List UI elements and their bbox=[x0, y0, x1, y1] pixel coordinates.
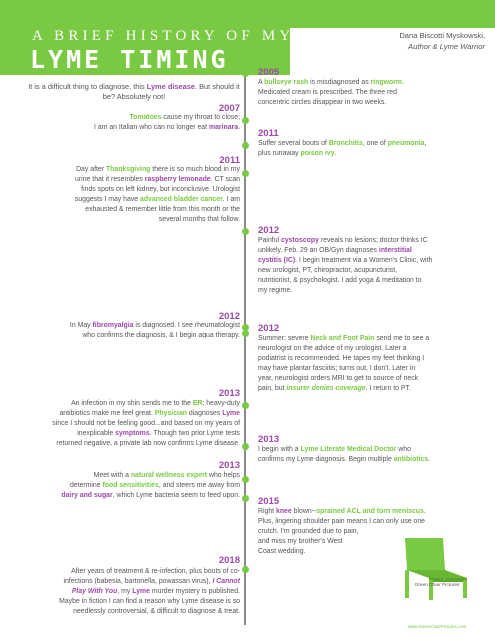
entry-text-run: is misdiagnosed as bbox=[308, 79, 371, 86]
entry-text-run: reveals no lesions; doctor thinks IC bbox=[318, 237, 428, 244]
entry-text-run: Plus, lingering shoulder pain means I can only use one bbox=[258, 518, 426, 525]
highlight-term: Physician bbox=[154, 410, 187, 417]
highlight-term: insurer denies coverage bbox=[286, 385, 366, 392]
intro-highlight: Lyme disease bbox=[146, 82, 196, 91]
author-role: Author & Lyme Warrior bbox=[408, 42, 485, 51]
entry-text-run: , and steers me away from bbox=[158, 482, 240, 489]
timeline-entry-text bbox=[4, 165, 240, 225]
entry-text-run: . I return to PT. bbox=[365, 385, 411, 392]
entry-text-run: unlikely. Feb. 29 an OB/Gyn diagnoses bbox=[258, 247, 379, 254]
entry-text-run: confirms my Lyme diagnosis. Begin multiple bbox=[258, 456, 394, 463]
entry-text-run: antibiotics make me feel great. bbox=[59, 410, 155, 417]
year-label: 2011 bbox=[258, 128, 279, 139]
timeline-entry-text bbox=[4, 113, 240, 133]
entry-text-run: , my bbox=[117, 588, 133, 595]
timeline-entry-text bbox=[4, 471, 240, 501]
entry-text-run: After years of treatment & re-infection, plus bouts of co- bbox=[71, 568, 240, 575]
highlight-term: Lyme Literate Medical Doctor bbox=[300, 446, 397, 453]
title-line-2: LYME TIMING bbox=[30, 45, 229, 74]
year-label: 2013 bbox=[218, 460, 240, 471]
year-label: 2015 bbox=[258, 496, 280, 507]
intro-text-2: . But should it be? Absolutely not! bbox=[102, 82, 240, 101]
entry-text-run: In May bbox=[69, 322, 93, 329]
timeline-entry-text bbox=[258, 139, 490, 159]
highlight-term: cystoscopy bbox=[280, 237, 319, 244]
entry-text-run: , which Lyme bacteria seem to feed upon. bbox=[112, 492, 240, 499]
year-label: 2013 bbox=[218, 388, 240, 399]
year-label: 2013 bbox=[258, 434, 280, 445]
intro-text bbox=[28, 82, 240, 102]
year-label: 2011 bbox=[219, 155, 240, 166]
entry-text-run: Right bbox=[258, 508, 277, 515]
timeline-dot bbox=[242, 170, 249, 177]
entry-text-run: . bbox=[238, 124, 240, 131]
entry-text-run: . I am bbox=[222, 196, 240, 203]
entry-text-run: . bbox=[334, 150, 337, 157]
entry-text-run: , one of bbox=[362, 140, 388, 147]
timeline-line bbox=[244, 70, 246, 625]
entry-text-run: Meet with a bbox=[93, 472, 131, 479]
highlight-term: symptoms bbox=[115, 430, 150, 437]
entry-text-run: since I should not be feeling good...and based on my years of bbox=[52, 420, 240, 427]
logo-caption: Green Chair Pictures bbox=[414, 583, 460, 588]
entry-text-run: infections (babesia, bartonella, powassan virus), bbox=[63, 578, 213, 585]
entry-text-run: pain, but bbox=[258, 385, 287, 392]
entry-text-run: Suffer several bouts of bbox=[258, 140, 329, 147]
highlight-term: Lyme bbox=[132, 588, 150, 595]
highlight-term: Tomatoes bbox=[129, 114, 162, 121]
entry-text-run: new urologist, PT, chiropractor, acupuncturist, bbox=[258, 267, 398, 274]
entry-text-run: nutritionist, & psychologist. I add yoga & meditation to bbox=[258, 277, 422, 284]
timeline-dot bbox=[242, 330, 249, 337]
entry-text-run: An infection in my shin sends me to the bbox=[71, 400, 193, 407]
entry-text-run: crutch. I'm grounded due to pain, bbox=[258, 528, 359, 535]
entry-text-run: inexplicable bbox=[77, 430, 116, 437]
entry-text-run: and miss my brother's West bbox=[258, 538, 343, 545]
entry-text-run: Maybe in fiction I can find a reason why Lyme disease is so bbox=[59, 598, 240, 605]
title-line-1: A BRIEF HISTORY OF MY bbox=[32, 28, 295, 44]
highlight-term: raspberry lemonade bbox=[144, 176, 211, 183]
entry-text-run: concentric circles disappear in two weeks. bbox=[258, 99, 387, 106]
highlight-term: cystitis (IC) bbox=[258, 257, 296, 264]
highlight-term: interstitial bbox=[378, 247, 412, 254]
highlight-term: ER bbox=[192, 400, 203, 407]
highlight-term: Lyme bbox=[222, 410, 240, 417]
header-band-top bbox=[0, 0, 495, 28]
timeline-dot bbox=[242, 566, 249, 573]
timeline-entry-text bbox=[258, 334, 490, 394]
entry-text-run: suggests I may have bbox=[74, 196, 141, 203]
entry-text-run: needlessly controversial, & difficult to diagnose & treat. bbox=[73, 608, 240, 615]
entry-text-run: . bbox=[402, 79, 404, 86]
green-chair-icon bbox=[383, 530, 491, 630]
entry-text-run: my regime. bbox=[258, 287, 293, 294]
entry-text-run: . I begin treatment via a Women's Clinic, with bbox=[295, 257, 433, 264]
year-label: 2018 bbox=[218, 555, 240, 566]
highlight-term: knee bbox=[276, 508, 292, 515]
highlight-term: Bronchitis bbox=[328, 140, 363, 147]
highlight-term: poison ivy bbox=[300, 150, 335, 157]
year-label: 2012 bbox=[218, 311, 240, 322]
entry-text-run: A bbox=[258, 79, 265, 86]
entry-text-run: there is so much blood in my bbox=[150, 166, 240, 173]
author-name: Dana Biscotti Myskowski, bbox=[399, 31, 485, 40]
entry-text-run: send me to see a bbox=[374, 335, 430, 342]
entry-text-run: Medicated cream is prescribed. The three red bbox=[258, 89, 397, 96]
timeline-dot bbox=[242, 117, 249, 124]
highlight-term: advanced bladder cancer bbox=[140, 196, 223, 203]
timeline-entry-text bbox=[258, 78, 490, 108]
entry-text-run: who confirms the diagnosis, & I begin aqua therapy. bbox=[82, 332, 240, 339]
highlight-term: sprained ACL and torn meniscus bbox=[316, 508, 424, 515]
entry-text-run: who helps bbox=[207, 472, 240, 479]
entry-text-run: Day after bbox=[76, 166, 106, 173]
entry-text-run: plus runaway bbox=[258, 150, 301, 157]
entry-text-run: finds spots on left kidney, but inconclusive. Urologist bbox=[81, 186, 240, 193]
highlight-term: natural wellness expert bbox=[130, 472, 208, 479]
highlight-term: bullseye rash bbox=[264, 79, 309, 86]
timeline-dot bbox=[242, 443, 249, 450]
entry-text-run: Painful bbox=[258, 237, 281, 244]
year-label: 2007 bbox=[218, 103, 240, 114]
entry-text-run: neurologist on the advice of my urologist. Later a bbox=[258, 345, 407, 352]
entry-text-run: exhausted & remember little from this month or the bbox=[85, 206, 240, 213]
entry-text-run: urine that it resembles bbox=[75, 176, 145, 183]
highlight-term: antibiotics bbox=[393, 456, 429, 463]
highlight-term: marinara bbox=[208, 124, 239, 131]
timeline-dot bbox=[242, 142, 249, 149]
entry-text-run: several months that follow. bbox=[158, 216, 240, 223]
timeline-dot bbox=[242, 402, 249, 409]
entry-text-run: who bbox=[396, 446, 411, 453]
timeline-dot bbox=[242, 70, 249, 77]
entry-text-run: diagnoses bbox=[187, 410, 223, 417]
author-block bbox=[399, 30, 485, 52]
entry-text-run: returned negative, a private lab now confirms Lyme disease. bbox=[56, 440, 240, 447]
entry-text-run: podiatrist is recommended. He tapes my feet thinking I bbox=[258, 355, 425, 362]
entry-text-run: Coast wedding. bbox=[258, 548, 306, 555]
entry-text-run: determine bbox=[69, 482, 103, 489]
highlight-term: Thanksgiving bbox=[105, 166, 151, 173]
highlight-term: I Cannot bbox=[212, 578, 240, 585]
timeline-entry-text bbox=[4, 321, 240, 341]
highlight-term: dairy and sugar bbox=[61, 492, 113, 499]
intro-text-1: It is a difficult thing to diagnose, this bbox=[28, 82, 147, 91]
entry-text-run: . Though two prior Lyme tests bbox=[149, 430, 240, 437]
timeline-dot bbox=[242, 228, 249, 235]
entry-text-run: . CT scan bbox=[210, 176, 240, 183]
entry-text-run: Summer: severe bbox=[258, 335, 311, 342]
timeline-entry-text bbox=[258, 445, 490, 465]
highlight-term: pneumonia bbox=[387, 140, 425, 147]
timeline-entry-text bbox=[4, 399, 240, 449]
timeline-entry-text bbox=[258, 236, 490, 296]
highlight-term: food sensitivities bbox=[102, 482, 159, 489]
entry-text-run: is diagnosed. I see rheumatologist bbox=[133, 322, 240, 329]
timeline-dot bbox=[242, 495, 249, 502]
highlight-term: fibromyalgia bbox=[92, 322, 134, 329]
entry-text-run: cause my throat to close; bbox=[161, 114, 240, 121]
timeline-entry-text bbox=[4, 567, 240, 617]
entry-text-run: . bbox=[423, 508, 426, 515]
entry-text-run: may have plantar fasciitis; turns out, I don't. Later in bbox=[258, 365, 416, 372]
timeline-dot bbox=[242, 476, 249, 483]
year-label: 2005 bbox=[258, 67, 280, 78]
highlight-term: Neck and Foot Pain bbox=[310, 335, 375, 342]
logo-url[interactable]: www.GreenChairPictures.com bbox=[407, 624, 467, 629]
entry-text-run: I am an Italian who can no longer eat bbox=[94, 124, 209, 131]
highlight-term: Play With You bbox=[71, 588, 118, 595]
entry-text-run: ; heavy-duty bbox=[202, 400, 240, 407]
entry-text-run: blown-- bbox=[291, 508, 317, 515]
entry-text-run: . bbox=[428, 456, 431, 463]
entry-text-run: , bbox=[424, 140, 427, 147]
entry-text-run: year, neurologist orders MRI to get to source of neck bbox=[258, 375, 419, 382]
entry-text-run: I begin with a bbox=[258, 446, 301, 453]
year-label: 2012 bbox=[258, 225, 280, 236]
entry-text-run: murder mystery is published. bbox=[150, 588, 240, 595]
year-label: 2012 bbox=[258, 323, 280, 334]
highlight-term: ringworm bbox=[370, 79, 403, 86]
